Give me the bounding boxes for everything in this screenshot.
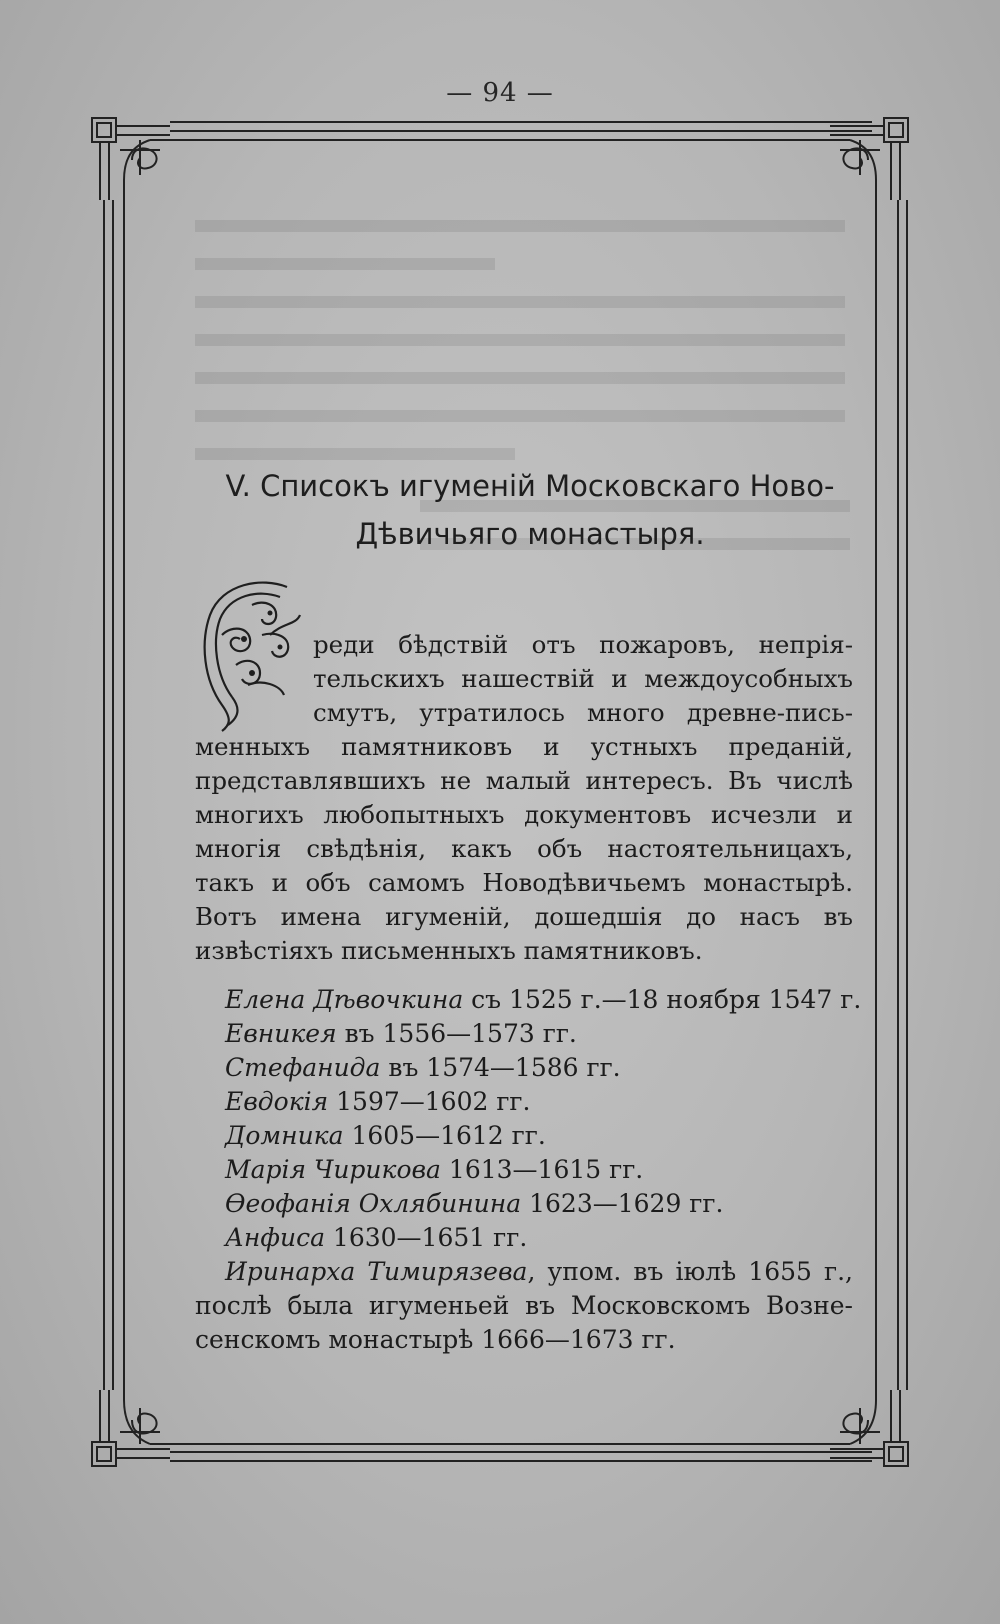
abbess-dates: 1613—1615 гг. [440, 1155, 644, 1184]
heading-line-2: Дѣвичьяго монастыря. [355, 517, 705, 551]
paragraph-line: менныхъ памятниковъ и устныхъ преданій, [195, 732, 853, 761]
abbess-name: Стефанида [225, 1053, 381, 1082]
paragraph-line: извѣстіяхъ письменныхъ памятниковъ. [195, 936, 703, 965]
abbess-dates: съ 1525 г.—18 ноября 1547 г. [463, 985, 862, 1014]
abbess-name: Марія Чирикова [225, 1155, 441, 1184]
abbess-dates: 1630—1651 гг. [324, 1223, 528, 1252]
abbess-entry [195, 1085, 853, 1119]
abbess-dates: 1597—1602 гг. [328, 1087, 531, 1116]
paragraph-line: реди бѣдствій отъ пожаровъ, непрія- [313, 630, 853, 659]
abbess-name: Елена Дѣвочкина [225, 985, 464, 1014]
abbess-entry-line: послѣ была игуменьей въ Московскомъ Возне- [195, 1291, 853, 1320]
abbess-name: Анфиса [225, 1223, 325, 1252]
abbess-entry [195, 1017, 853, 1051]
abbess-name: Ѳеофанія Охлябинина [225, 1189, 522, 1218]
heading-line-1: V. Списокъ игуменій Московскаго Ново- [225, 469, 835, 503]
abbess-entry-line: сенскомъ монастырѣ 1666—1673 гг. [195, 1325, 676, 1354]
abbess-dates: въ 1574—1586 гг. [380, 1053, 621, 1082]
abbess-list [195, 983, 862, 1357]
abbess-dates: 1623—1629 гг. [521, 1189, 724, 1218]
abbess-dates: въ 1556—1573 гг. [336, 1019, 577, 1048]
abbess-name: Евникея [225, 1019, 337, 1048]
page-number: — 94 — [446, 78, 554, 108]
abbess-entry [195, 1119, 853, 1153]
abbess-name: Домника [225, 1121, 344, 1150]
section-heading [180, 462, 880, 558]
paragraph-line: представлявшихъ не малый интересъ. Въ числѣ [195, 766, 853, 795]
abbess-dates: 1605—1612 гг. [343, 1121, 546, 1150]
intro-paragraph [195, 628, 853, 968]
paragraph-line: смутъ, утратилось много древне-пись- [313, 698, 853, 727]
paragraph-line: многія свѣдѣнія, какъ объ настоятельницахъ, [195, 834, 853, 863]
abbess-entry [195, 1221, 853, 1255]
abbess-dates: , упом. въ іюлѣ 1655 г., [527, 1257, 854, 1286]
paragraph-line: такъ и объ самомъ Новодѣвичьемъ монастырѣ. [195, 868, 853, 897]
abbess-entry [195, 1153, 853, 1187]
paragraph-line: Вотъ имена игуменій, дошедшія до насъ въ [195, 902, 853, 931]
paragraph-line: многихъ любопытныхъ документовъ исчезли и [195, 800, 853, 829]
abbess-name: Евдокія [225, 1087, 329, 1116]
abbess-entry [195, 983, 862, 1017]
abbess-entry-last [195, 1255, 853, 1357]
abbess-entry [195, 1051, 853, 1085]
paragraph-line: тельскихъ нашествій и междоусобныхъ [313, 664, 853, 693]
abbess-entry [195, 1187, 853, 1221]
abbess-name: Иринарха Тимирязева [225, 1257, 528, 1286]
abbess-entry-line [195, 1255, 853, 1289]
